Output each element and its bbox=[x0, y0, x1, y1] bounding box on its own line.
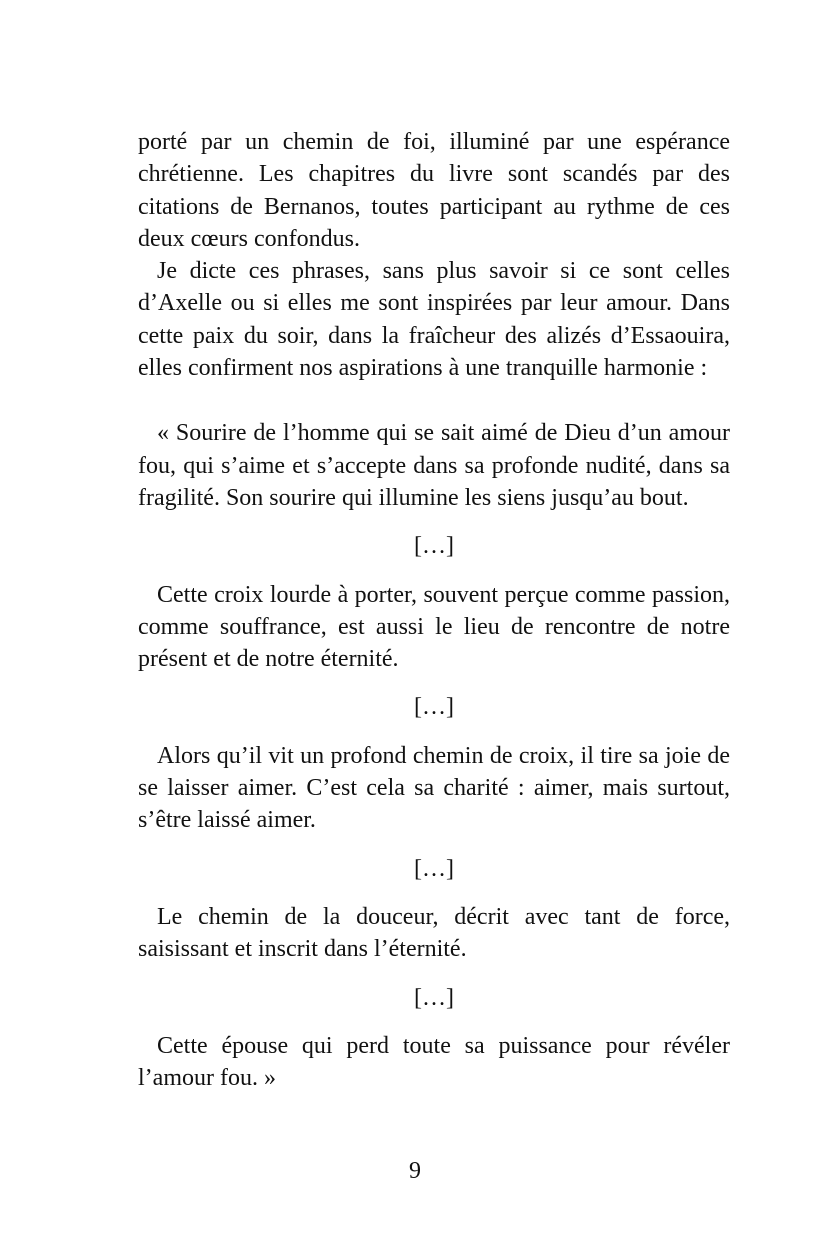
paragraph-1: porté par un chemin de foi, illuminé par une espérance chrétienne. Les chapitres du livre sont scandés par des citations de Bernanos, toutes participant au rythme de ces deux cœurs confondus. bbox=[138, 129, 730, 252]
quote-paragraph-5: Cette épouse qui perd toute sa puissance pour révéler l’amour fou. » bbox=[138, 1032, 730, 1092]
ellipsis-separator-1: […] bbox=[414, 533, 454, 560]
quote-paragraph-2: Cette croix lourde à porter, souvent perçue comme passion, comme souffrance, est aussi le lieu de rencontre de notre présent et de notre éternité. bbox=[138, 581, 730, 673]
quote-paragraph-3: Alors qu’il vit un profond chemin de croix, il tire sa joie de se laisser aimer. C’est cela sa charité : aimer, mais surtout, s’être laissé aimer. bbox=[138, 742, 730, 834]
ellipsis-separator-3: […] bbox=[414, 855, 454, 882]
page-number: 9 bbox=[409, 1158, 421, 1184]
body-text bbox=[138, 126, 730, 1094]
ellipsis-separator-4: […] bbox=[414, 984, 454, 1011]
ellipsis-separator-2: […] bbox=[414, 694, 454, 721]
paragraph-2: Je dicte ces phrases, sans plus savoir si ce sont celles d’Axelle ou si elles me sont inspirées par leur amour. Dans cette paix du soir, dans la fraîcheur des alizés d’Essaouira, elles confirment nos aspirations à une tranquille harmonie : bbox=[138, 258, 730, 382]
quote-paragraph-1: « Sourire de l’homme qui se sait aimé de Dieu d’un amour fou, qui s’aime et s’accepte dans sa profonde nudité, dans sa fragilité. Son sourire qui illumine les siens jusqu’au bout. bbox=[138, 420, 730, 511]
quote-paragraph-4: Le chemin de la douceur, décrit avec tant de force, saisissant et inscrit dans l’éternité. bbox=[138, 903, 730, 963]
